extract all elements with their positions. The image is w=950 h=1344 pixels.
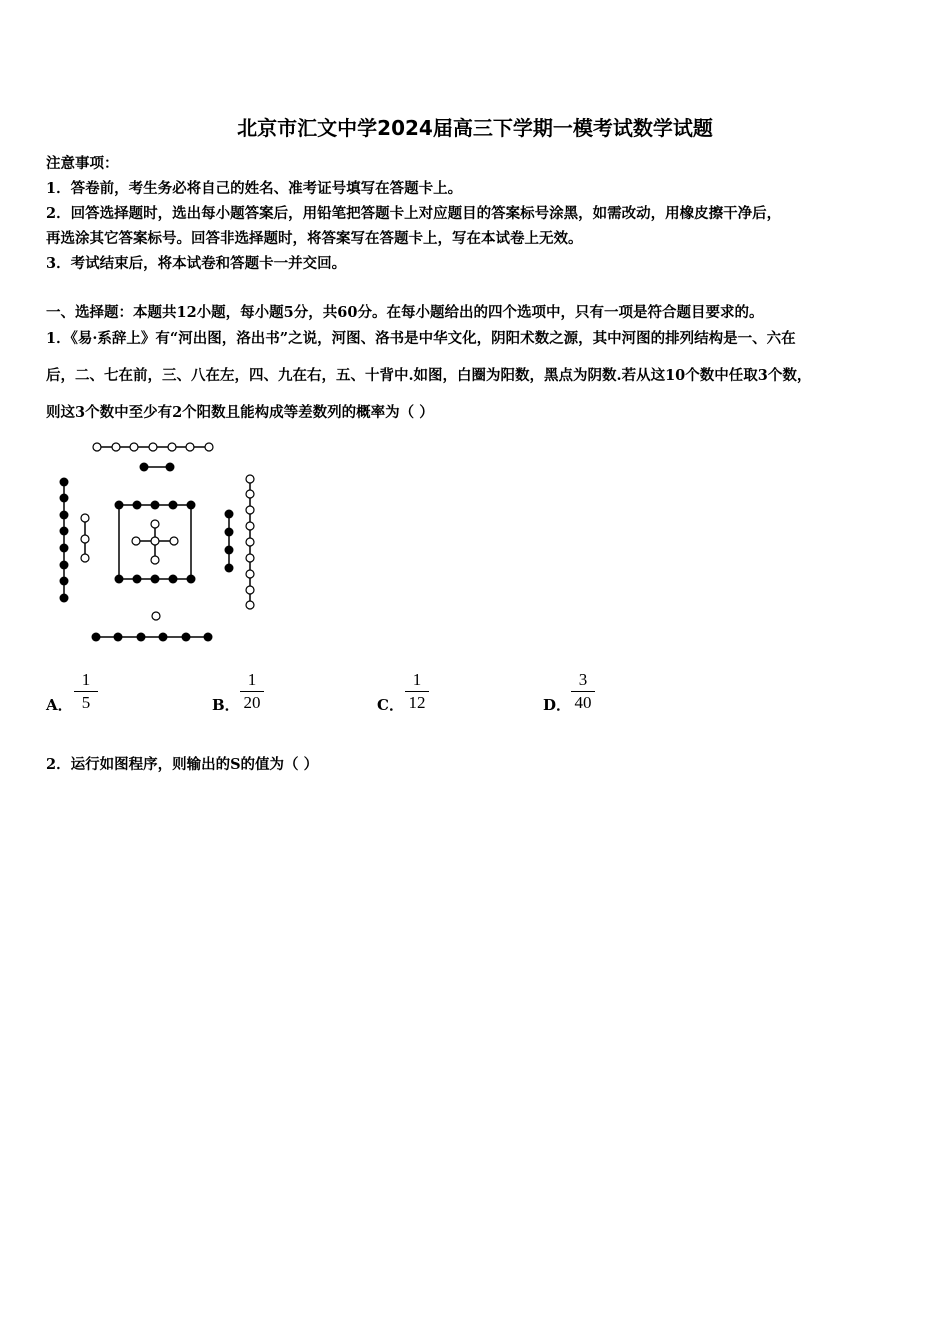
option-b-fraction: 1 20 [240, 670, 264, 713]
section-heading: 一、选择题：本题共12小题，每小题5分，共60分。在每小题给出的四个选项中，只有一项是符合题目要求的。 [46, 304, 764, 321]
option-a-label: A． [46, 696, 73, 714]
option-c-fraction: 1 12 [405, 670, 429, 713]
q1-line-2: 后，二、七在前，三、八在左，四、九在右，五、十背中.如图，白圈为阳数，黑点为阴数.若从这10个数中任取3个数， [46, 367, 812, 384]
option-c-label: C． [377, 696, 404, 714]
option-b-label: B． [212, 696, 240, 714]
option-a-fraction: 1 5 [74, 670, 98, 713]
notes-item-2-line-2: 再选涂其它答案标号。回答非选择题时，将答案写在答题卡上，写在本试卷上无效。 [46, 230, 583, 247]
option-d-fraction: 3 40 [571, 670, 595, 713]
exam-title: 北京市汇文中学2024届高三下学期一模考试数学试题 [237, 116, 713, 140]
notes-item-2-line-1: 2．回答选择题时，选出每小题答案后，用铅笔把答题卡上对应题目的答案标号涂黑，如需改动，用橡皮擦干净后， [46, 205, 782, 222]
hetu-diagram [52, 436, 272, 648]
q2-text: 2．运行如图程序，则输出的S的值为（ ） [46, 756, 319, 773]
option-d-label: D． [543, 696, 572, 714]
q1-line-3: 则这3个数中至少有2个阳数且能构成等差数列的概率为（ ） [46, 404, 434, 421]
notes-item-3: 3．考试结束后，将本试卷和答题卡一并交回。 [46, 255, 347, 272]
notes-item-1: 1．答卷前，考生务必将自己的姓名、准考证号填写在答题卡上。 [46, 180, 463, 197]
notes-heading: 注意事项： [46, 155, 119, 172]
q1-line-1: 1．《易·系辞上》有“河出图，洛出书”之说，河图、洛书是中华文化，阴阳术数之源，其中河图的排列结构是一、六在 [46, 330, 796, 347]
